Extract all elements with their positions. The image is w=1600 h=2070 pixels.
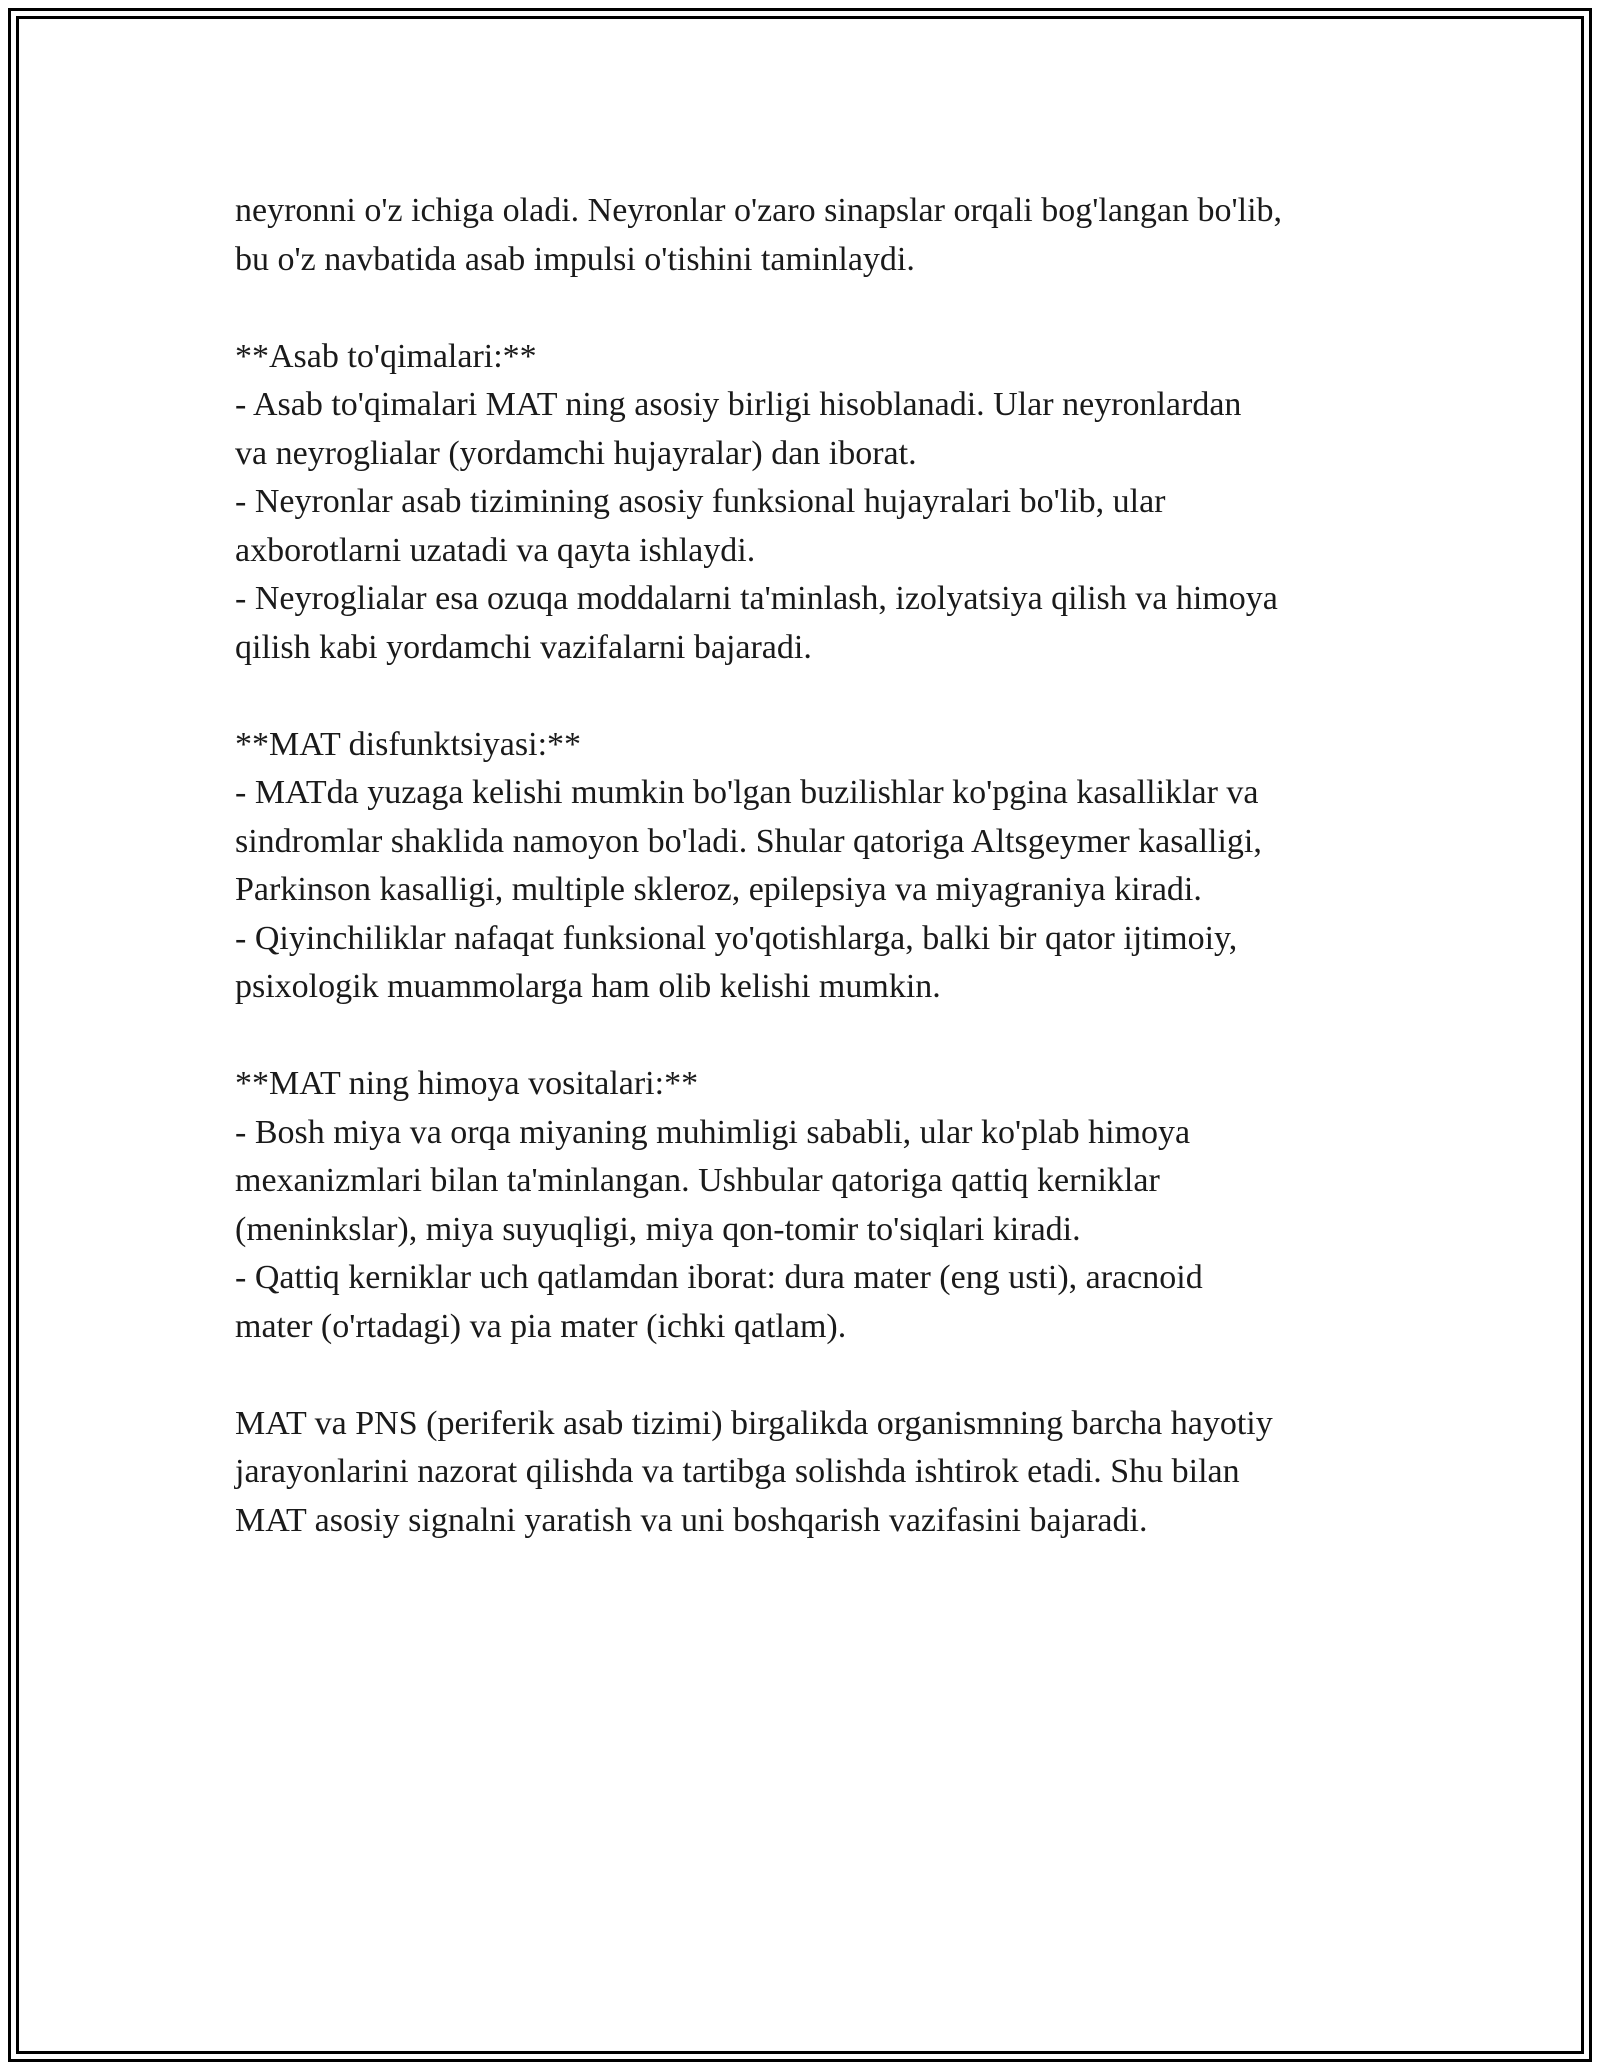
text-line: - Neyronlar asab tizimining asosiy funksional hujayralari bo'lib, ular xyxy=(235,483,1166,520)
text-line: mexanizmlari bilan ta'minlangan. Ushbular qatoriga qattiq kerniklar xyxy=(235,1162,1160,1199)
text-line: neyronni o'z ichiga oladi. Neyronlar o'zaro sinapslar orqali bog'langan bo'lib, xyxy=(235,192,1283,229)
paragraph-spacer xyxy=(235,284,1395,333)
text-line: bu o'z navbatida asab impulsi o'tishini taminlaydi. xyxy=(235,240,915,278)
text-line: psixologik muammolarga ham olib kelishi mumkin. xyxy=(235,968,941,1005)
paragraph-spacer xyxy=(235,1012,1395,1061)
text-line: qilish kabi yordamchi vazifalarni bajaradi. xyxy=(235,628,812,666)
text-line: MAT va PNS (periferik asab tizimi) birgalikda organismning barcha hayotiy xyxy=(235,1404,1273,1442)
paragraph-mat-himoya xyxy=(235,1060,1395,1351)
text-line: - Neyroglialar esa ozuqa moddalarni ta'minlash, izolyatsiya qilish va himoya xyxy=(235,580,1278,617)
paragraph-spacer xyxy=(235,1351,1395,1400)
text-line: mater (o'rtadagi) va pia mater (ichki qatlam). xyxy=(235,1307,847,1345)
section-heading: **Asab to'qimalari:** xyxy=(235,337,537,375)
section-heading: **MAT disfunktsiyasi:** xyxy=(235,725,582,763)
paragraph-intro xyxy=(235,187,1395,284)
text-line: MAT asosiy signalni yaratish va uni boshqarish vazifasini bajaradi. xyxy=(235,1501,1148,1539)
text-line: - Bosh miya va orqa miyaning muhimligi sababli, ular ko'plab himoya xyxy=(235,1113,1191,1151)
paragraph-spacer xyxy=(235,672,1395,721)
text-line: Parkinson kasalligi, multiple skleroz, epilepsiya va miyagraniya kiradi. xyxy=(235,871,1202,908)
paragraph-mat-disfunktsiyasi xyxy=(235,721,1395,1012)
text-line: - Qattiq kerniklar uch qatlamdan iborat: dura mater (eng usti), aracnoid xyxy=(235,1259,1203,1296)
section-heading: **MAT ning himoya vositalari:** xyxy=(235,1065,699,1102)
text-line: jarayonlarini nazorat qilishda va tartibga solishda ishtirok etadi. Shu bilan xyxy=(235,1453,1240,1490)
text-line: (meninkslar), miya suyuqligi, miya qon-tomir to'siqlari kiradi. xyxy=(235,1210,1081,1248)
paragraph-asab-toqimalari xyxy=(235,333,1395,673)
text-line: va neyroglialar (yordamchi hujayralar) dan iborat. xyxy=(235,434,917,472)
text-line: sindromlar shaklida namoyon bo'ladi. Shular qatoriga Altsgeymer kasalligi, xyxy=(235,822,1262,860)
text-line: axborotlarni uzatadi va qayta ishlaydi. xyxy=(235,531,756,569)
paragraph-conclusion xyxy=(235,1400,1395,1546)
text-line: - Qiyinchiliklar nafaqat funksional yo'qotishlarga, balki bir qator ijtimoiy, xyxy=(235,919,1238,957)
text-line: - Asab to'qimalari MAT ning asosiy birligi hisoblanadi. Ular neyronlardan xyxy=(235,386,1242,423)
document-body xyxy=(235,187,1395,1545)
text-line: - MATda yuzaga kelishi mumkin bo'lgan buzilishlar ko'pgina kasalliklar va xyxy=(235,774,1259,811)
